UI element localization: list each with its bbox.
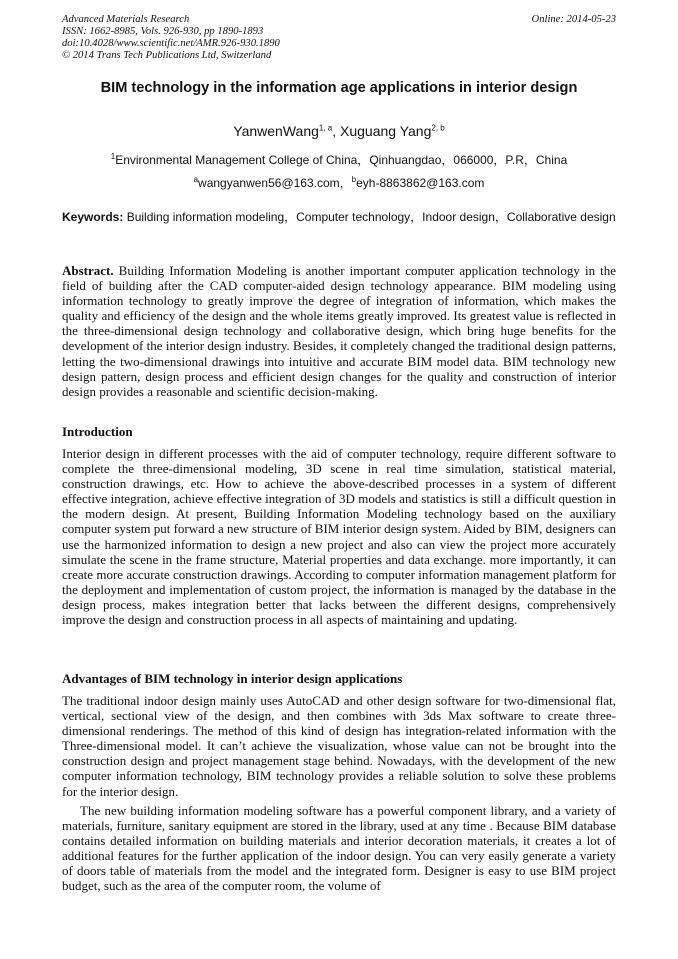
- advantages-paragraph-2: The new building information modeling software has a powerful component library, and a variety of materials, furniture, sanitary equipment are stored in the library, used at any time . Because BIM database contains detailed information on building materials and interior decoration materials, it creates a lot of additional features for the further application of the indoor design. You can very easily generate a variety of doors table of materials from the model and the integrated form. Designer is easy to use BIM project budget, such as the area of the computer room, the volume of: [62, 803, 616, 894]
- author-2: Xuguang Yang: [340, 123, 432, 139]
- copyright-line: © 2014 Trans Tech Publications Ltd, Switzerland: [62, 50, 272, 61]
- author-2-sup: 2, b: [431, 123, 445, 133]
- email-b: eyh-8863862@163.com: [356, 176, 485, 190]
- journal-name: Advanced Materials Research: [62, 14, 190, 25]
- advantages-heading: Advantages of BIM technology in interior design applications: [62, 671, 403, 686]
- paper-title: BIM technology in the information age applications in interior design: [100, 80, 578, 96]
- email-b-sup: b: [351, 175, 357, 184]
- doi-line: doi:10.4028/www.scientific.net/AMR.926-930.1890: [62, 38, 280, 49]
- author-1: YanwenWang: [233, 123, 319, 139]
- keywords: [62, 210, 616, 225]
- affiliation: [62, 151, 616, 168]
- affiliation-sup: 1: [110, 152, 116, 161]
- author-separator: ,: [332, 123, 341, 139]
- abstract-label: Abstract.: [62, 263, 114, 278]
- online-date: Online: 2014-05-23: [531, 14, 616, 25]
- abstract: [62, 263, 616, 399]
- author-1-sup: 1, a: [318, 123, 333, 133]
- author-line: [62, 123, 616, 139]
- issn-line: ISSN: 1662-8985, Vols. 926-930, pp 1890-1893: [62, 26, 264, 37]
- keywords-text: Building information modeling，Computer technology，Indoor design，Collaborative design: [123, 210, 616, 224]
- email-a: wangyanwen56@163.com，: [198, 176, 352, 190]
- abstract-text: Building Information Modeling is another important computer application technology in the field of building after the CAD computer-aided design technology appearance. BIM modeling using information technology to greatly improve the degree of integration of information, which makes the quality and efficiency of the design and the whole items greatly improved. Its greatest value is reflected in the three-dimensional design technology and collaborative design, which bring huge benefits for the development of the interior design industry. Besides, it completely changed the traditional design patterns, letting the two-dimensional drawings into intuitive and accurate BIM model data. BIM technology new design pattern, design process and efficient design changes for the quality and construction of interior design provides a reasonable and scientific decision-making.: [62, 263, 616, 399]
- affiliation-text: Environmental Management College of China，Qinhuangdao，066000，P.R，China: [115, 153, 568, 167]
- email-line: [62, 174, 616, 191]
- email-a-sup: a: [193, 175, 199, 184]
- keywords-label: Keywords:: [62, 210, 124, 224]
- advantages-paragraph-1: The traditional indoor design mainly uses AutoCAD and other design software for two-dimensional flat, vertical, sectional view of the design, and then combines with 3ds Max software to create three-dimensional renderings. The method of this kind of design has integration-related information with the Three-dimensional model. It can’t achieve the visualization, whose value can not be brought into the construction design and project management stage behind. Nowadays, with the development of the new computer information technology, BIM technology provides a reliable solution to solve these problems for the interior design.: [62, 693, 616, 799]
- journal-header: [62, 14, 616, 62]
- introduction-paragraph: Interior design in different processes with the aid of computer technology, require different software to complete the three-dimensional modeling, 3D scene in real time simulation, statistical material, construction drawings, etc. How to achieve the above-described processes in a system of different effective integration, achieve effective integration of 3D models and statistics is still a difficult question in the modern design. At present, Building Information Modeling technology based on the auxiliary computer system put forward a new structure of BIM interior design system. Aided by BIM, designers can use the harmonized information to design a new project and also can view the project more accurately simulate the scene in the frame structure, Material properties and data exchange. more importantly, it can create more accurate construction drawings. According to computer information management platform for the deployment and implementation of custom project, the information is managed by the database in the design process, makes integration better that lacks between the different designs, comprehensively improve the design and construction process in all aspects of maintaining and updating.: [62, 446, 616, 628]
- introduction-heading: Introduction: [62, 424, 133, 439]
